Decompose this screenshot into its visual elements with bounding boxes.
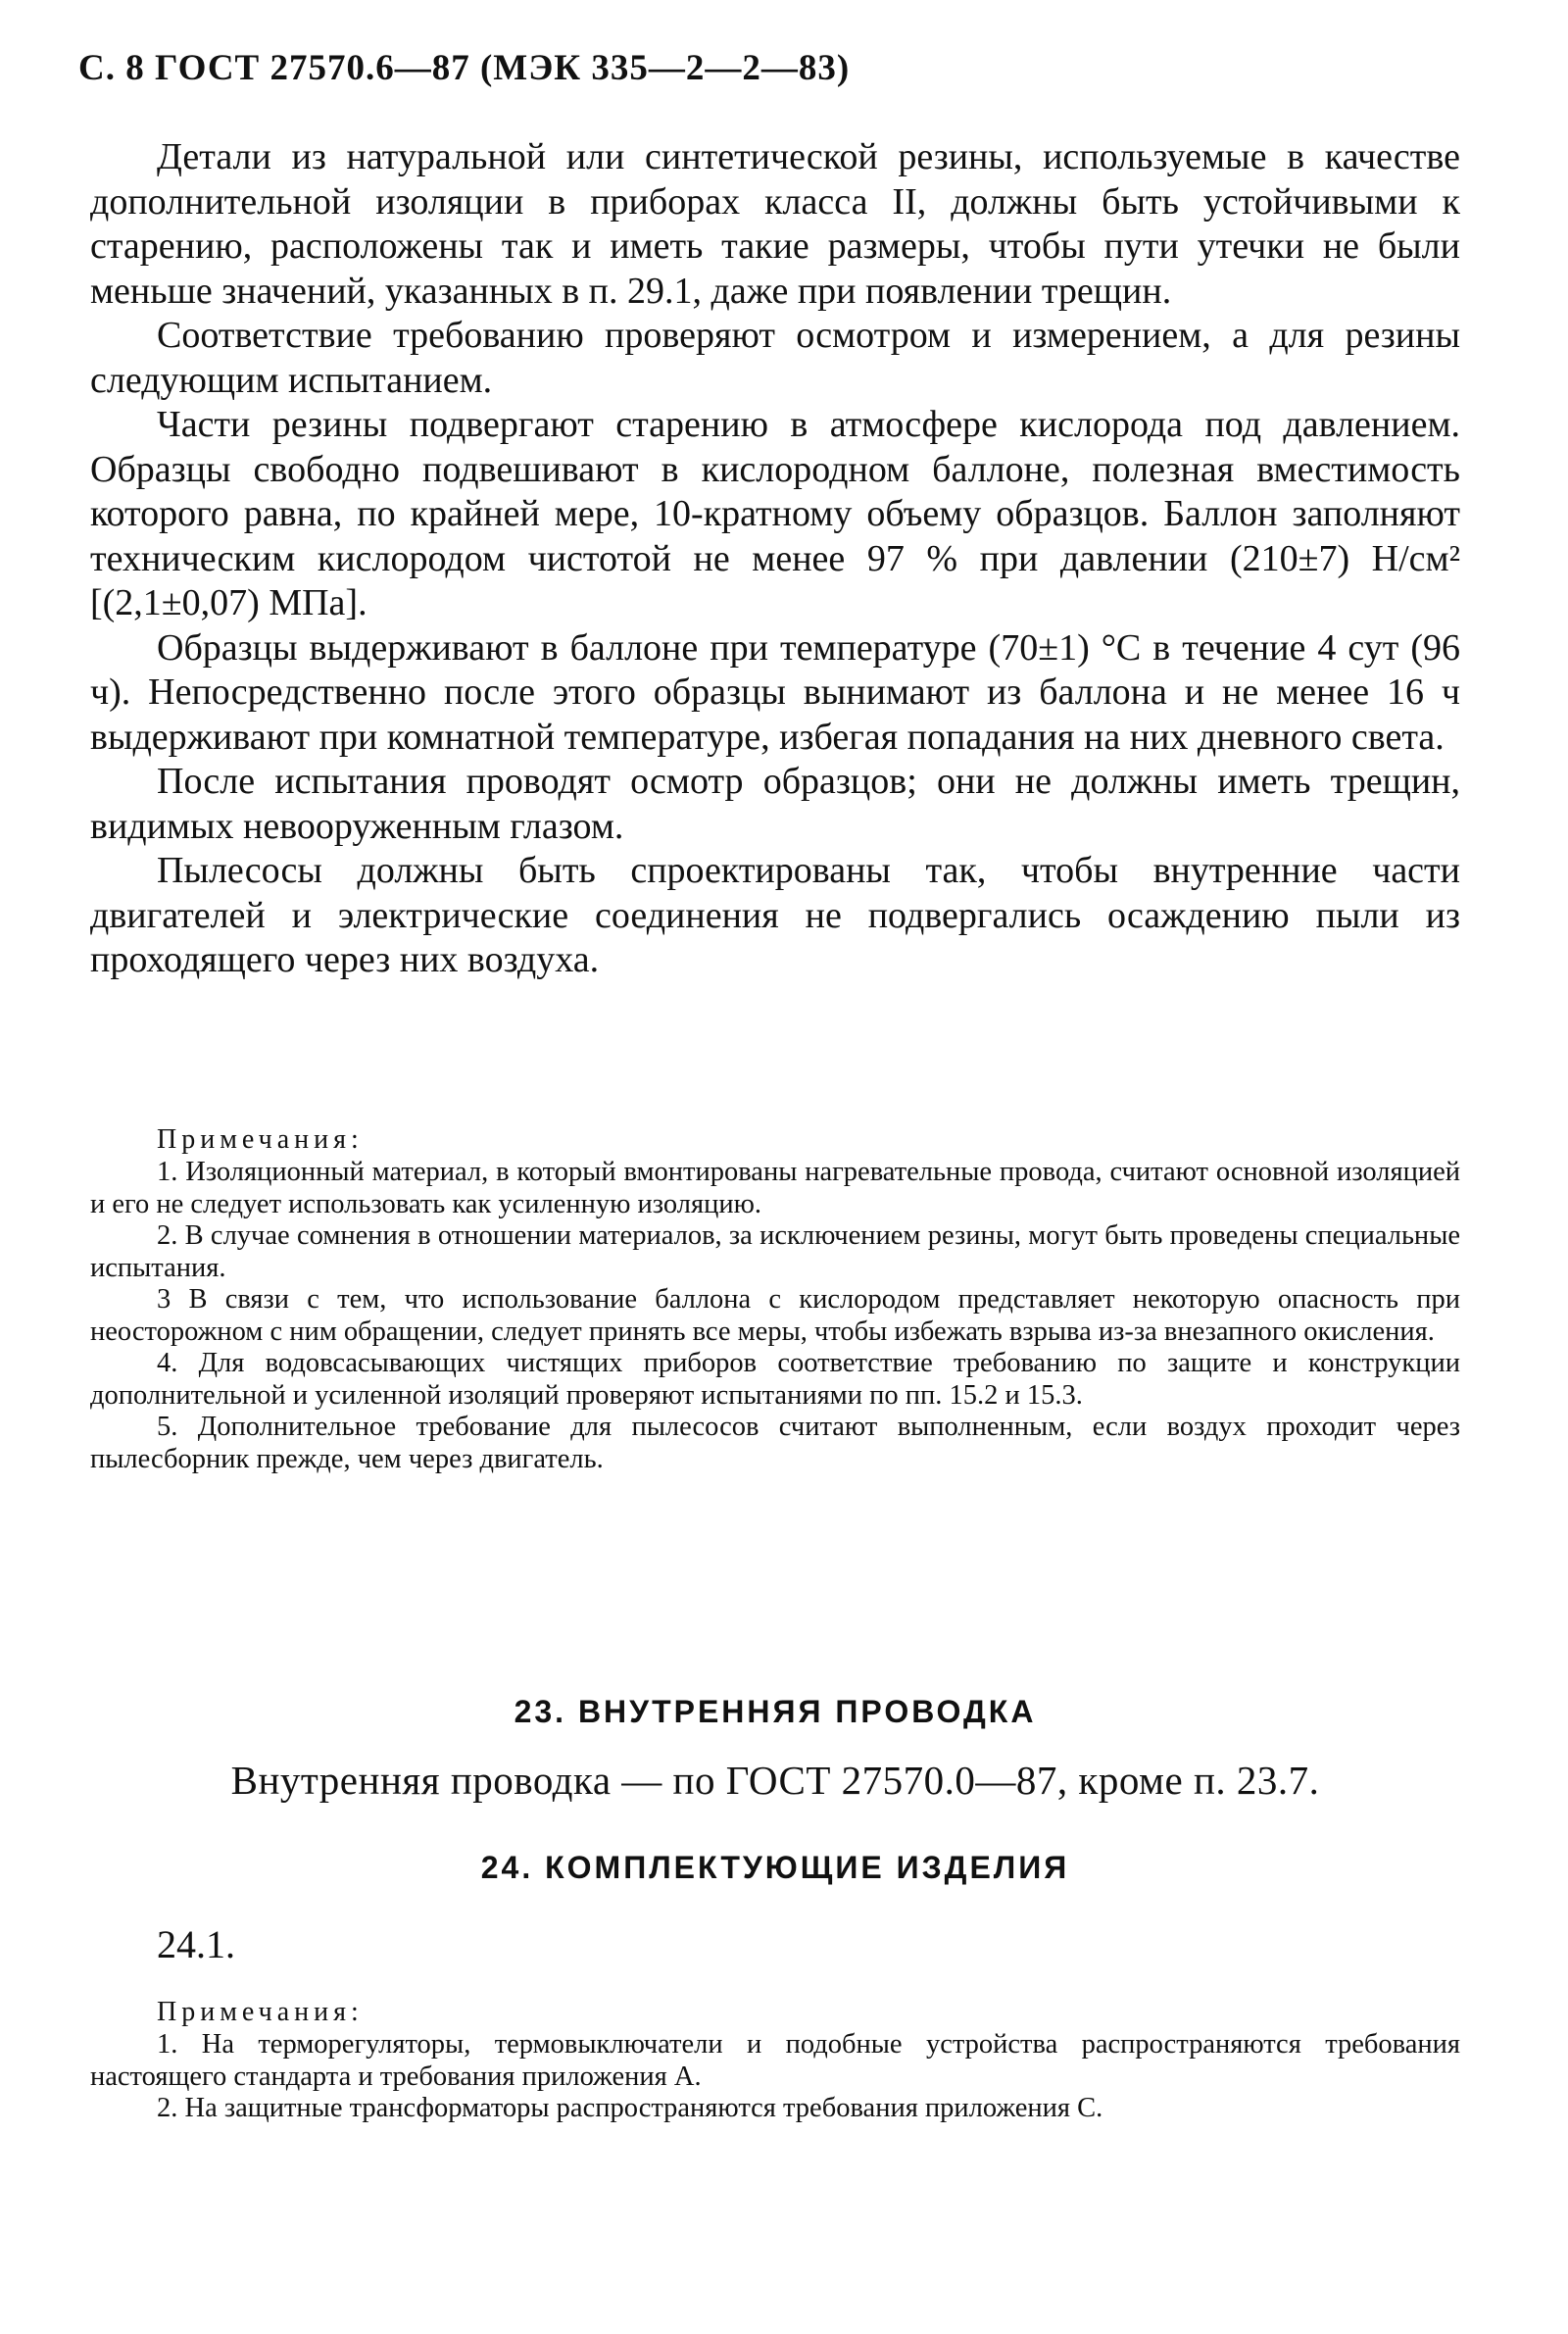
note-item: 3 В связи с тем, что использование баллона с кислородом представляет некоторую опасность при неосторожном с ним обращении, следует принять все меры, чтобы избежать взрыва из-за внезапного окисления. <box>90 1284 1460 1347</box>
notes-block-2 <box>90 1996 1460 2125</box>
paragraph-rubber-parts: Детали из натуральной или синтетической резины, используемые в качестве дополнительной изоляции в приборах класса II, должны быть устойчивыми к старению, расположены так и иметь такие размеры, чтобы пути утечки не были меньше значений, указанных в п. 29.1, даже при появлении трещин. <box>90 136 1460 312</box>
notes-title: Примечания: <box>157 1124 364 1155</box>
note-item: 2. В случае сомнения в отношении материалов, за исключением резины, могут быть проведены специальные испытания. <box>90 1220 1460 1283</box>
paragraph-oxygen-aging: Части резины подвергают старению в атмосфере кислорода под давлением. Образцы свободно подвешивают в кислородном баллоне, полезная вместимость которого равна, по крайней мере, 10-кратному объему образцов. Баллон заполняют техническим кислородом чистотой не менее 97 % при давлении (210±7) Н/см² [(2,1±0,07) МПа]. <box>90 404 1460 623</box>
paragraph-samples-exposure: Образцы выдерживают в баллоне при температуре (70±1) °С в течение 4 сут (96 ч). Непосредственно после этого образцы вынимают из баллона и не менее 16 ч выдерживают при комнатной температуре, избегая попадания на них дневного света. <box>90 626 1460 758</box>
note-item: 5. Дополнительное требование для пылесосов считают выполненным, если воздух проходит через пылесборник прежде, чем через двигатель. <box>90 1412 1460 1474</box>
section-23 <box>90 1694 1460 1730</box>
note-item: 1. На терморегуляторы, термовыключатели и подобные устройства распространяются требования настоящего стандарта и требования приложения А. <box>90 2029 1460 2092</box>
notes-block-1 <box>90 1123 1460 1475</box>
section-23-body <box>90 1757 1460 1804</box>
paragraph-inspection: После испытания проводят осмотр образцов; они не должны иметь трещин, видимых невооруженным глазом. <box>90 761 1460 847</box>
paragraph-vacuum-cleaners: Пылесосы должны быть спроектированы так, чтобы внутренние части двигателей и электрические соединения не подвергались осаждению пыли из проходящего через них воздуха. <box>90 850 1460 980</box>
section-23-heading: 23. ВНУТРЕННЯЯ ПРОВОДКА <box>514 1694 1037 1729</box>
section-23-text: Внутренняя проводка — по ГОСТ 27570.0—87, кроме п. 23.7. <box>230 1758 1320 1803</box>
note-item: 4. Для водовсасывающих чистящих приборов соответствие требованию по защите и конструкции дополнительной и усиленной изоляций проверяют испытаниями по пп. 15.2 и 15.3. <box>90 1348 1460 1411</box>
section-24 <box>90 1850 1460 1886</box>
paragraph-compliance: Соответствие требованию проверяют осмотром и измерением, а для резины следующим испытанием. <box>90 315 1460 401</box>
clause-24-1: 24.1. <box>157 1922 235 1966</box>
note-item: 1. Изоляционный материал, в который вмонтированы нагревательные провода, считают основной изоляцией и его не следует использовать как усиленную изоляцию. <box>90 1157 1460 1219</box>
page-header: С. 8 ГОСТ 27570.6—87 (МЭК 335—2—2—83) <box>78 48 851 88</box>
section-24-heading: 24. КОМПЛЕКТУЮЩИЕ ИЗДЕЛИЯ <box>480 1850 1070 1885</box>
main-body <box>90 135 1460 983</box>
notes-title: Примечания: <box>157 1997 364 2027</box>
section-24-clause <box>90 1921 1460 1967</box>
note-item: 2. На защитные трансформаторы распространяются требования приложения С. <box>157 2093 1103 2123</box>
